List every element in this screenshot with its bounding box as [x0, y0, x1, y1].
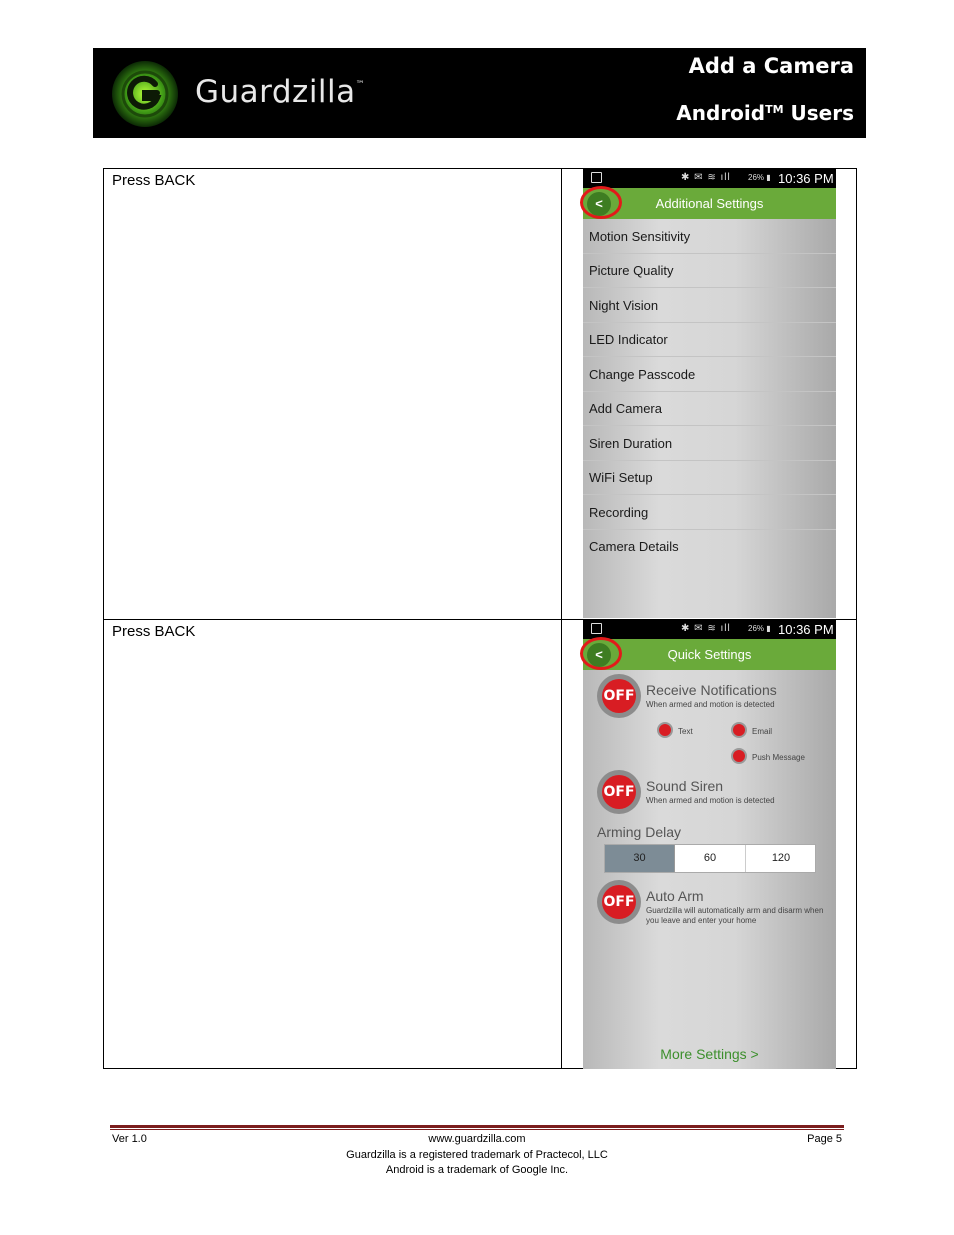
- receive-notifications-subtitle: When armed and motion is detected: [646, 700, 775, 709]
- status-bar: [583, 169, 836, 188]
- text-option-label: Text: [678, 727, 693, 736]
- footer-website: www.guardzilla.com: [428, 1133, 526, 1145]
- highlight-ring: [580, 637, 622, 670]
- menu-item-picture-quality[interactable]: Picture Quality: [583, 254, 836, 288]
- status-icons: ✱ ✉ ≋ ıll: [681, 623, 731, 634]
- arming-delay-title: Arming Delay: [597, 824, 682, 840]
- footer-rule: [110, 1125, 844, 1128]
- battery-icon: 26% ▮: [748, 173, 771, 182]
- off-label: OFF: [602, 775, 636, 809]
- app-bar-title: Quick Settings: [667, 647, 752, 662]
- arming-option-30[interactable]: 30: [605, 845, 675, 872]
- arming-option-60[interactable]: 60: [675, 845, 746, 872]
- status-time: 10:36 PM: [778, 622, 834, 637]
- siren-toggle[interactable]: [597, 770, 641, 814]
- footer-rule-thin: [110, 1129, 844, 1130]
- footer-trademark-guardzilla: Guardzilla is a registered trademark of Practecol, LLC: [346, 1149, 608, 1161]
- guardzilla-logo-icon: [111, 60, 179, 128]
- more-settings-link[interactable]: More Settings >: [660, 1046, 759, 1062]
- push-message-option-radio[interactable]: [731, 748, 747, 764]
- off-label: OFF: [602, 679, 636, 713]
- status-time: 10:36 PM: [778, 171, 834, 186]
- column-divider: [561, 169, 562, 619]
- text-option-radio[interactable]: [657, 722, 673, 738]
- page-subtitle: Android™ Users: [676, 101, 854, 125]
- status-icons: ✱ ✉ ≋ ıll: [681, 172, 731, 183]
- highlight-ring: [580, 186, 622, 219]
- battery-icon: 26% ▮: [748, 624, 771, 633]
- push-message-option-label: Push Message: [752, 753, 805, 762]
- menu-item-recording[interactable]: Recording: [583, 496, 836, 530]
- menu-item-wifi-setup[interactable]: WiFi Setup: [583, 461, 836, 495]
- menu-item-led-indicator[interactable]: LED Indicator: [583, 323, 836, 357]
- back-button[interactable]: <: [587, 643, 611, 667]
- footer-page-number: Page 5: [807, 1133, 842, 1145]
- brand-name: Guardzilla™: [195, 74, 366, 110]
- page-header: [93, 48, 866, 138]
- phone-screenshot-quick-settings: [583, 620, 836, 1069]
- menu-item-camera-details[interactable]: Camera Details: [589, 539, 679, 554]
- page-title: Add a Camera: [688, 54, 854, 78]
- step-instruction: Press BACK: [112, 623, 196, 640]
- table-row: [104, 619, 856, 1069]
- status-bar: [583, 620, 836, 639]
- gallery-icon: [591, 623, 602, 634]
- footer-version: Ver 1.0: [112, 1133, 147, 1145]
- menu-item-night-vision[interactable]: Night Vision: [583, 289, 836, 323]
- auto-arm-toggle[interactable]: [597, 880, 641, 924]
- sound-siren-title: Sound Siren: [646, 778, 724, 794]
- receive-notifications-title: Receive Notifications: [646, 682, 777, 698]
- menu-item-add-camera[interactable]: Add Camera: [583, 392, 836, 426]
- off-label: OFF: [602, 885, 636, 919]
- notifications-toggle[interactable]: [597, 674, 641, 718]
- app-bar-title: Additional Settings: [655, 196, 764, 211]
- email-option-radio[interactable]: [731, 722, 747, 738]
- arming-delay-selector: [604, 844, 816, 873]
- sound-siren-subtitle: When armed and motion is detected: [646, 796, 775, 805]
- auto-arm-subtitle: Guardzilla will automatically arm and disarm when you leave and enter your home: [646, 906, 824, 925]
- menu-item-siren-duration[interactable]: Siren Duration: [583, 427, 836, 461]
- step-instruction: Press BACK: [112, 172, 196, 189]
- instruction-table: [103, 168, 857, 1069]
- column-divider: [561, 620, 562, 1069]
- back-button[interactable]: <: [587, 192, 611, 216]
- email-option-label: Email: [752, 727, 773, 736]
- auto-arm-title: Auto Arm: [646, 888, 704, 904]
- gallery-icon: [591, 172, 602, 183]
- table-row: [104, 169, 856, 619]
- footer-trademark-android: Android is a trademark of Google Inc.: [385, 1164, 569, 1176]
- menu-item-change-passcode[interactable]: Change Passcode: [583, 358, 836, 392]
- phone-screenshot-additional-settings: [583, 169, 836, 618]
- menu-item-motion-sensitivity[interactable]: Motion Sensitivity: [583, 220, 836, 254]
- arming-option-120[interactable]: 120: [771, 852, 791, 864]
